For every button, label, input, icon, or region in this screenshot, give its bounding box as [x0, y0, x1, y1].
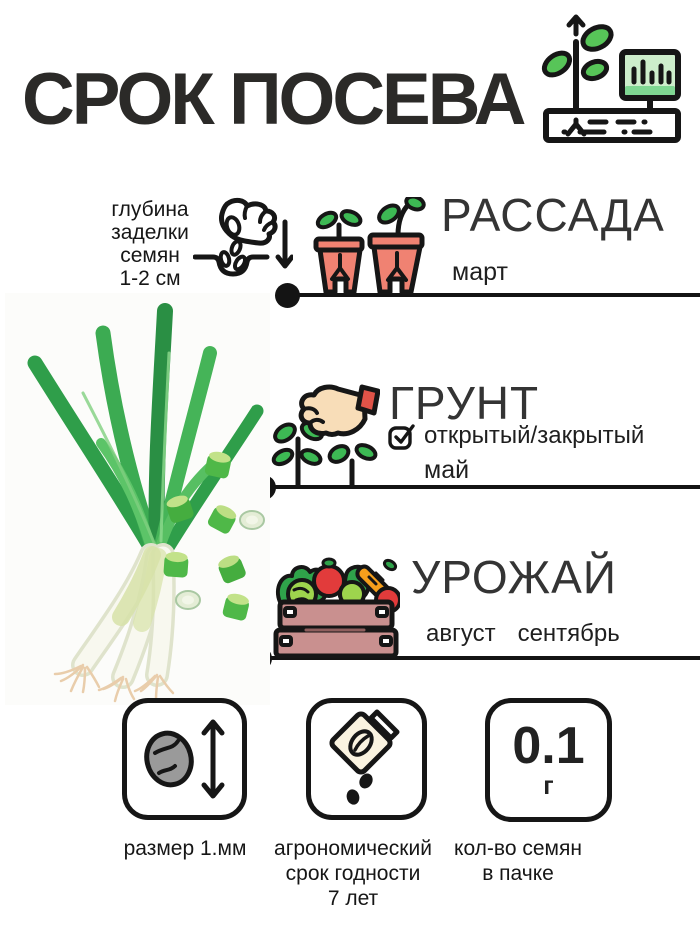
spec-shelf-label: агрономический срок годности 7 лет: [274, 837, 432, 910]
quantity-value: 0.1: [512, 716, 585, 775]
section-heading-urozhay: УРОЖАЙ: [411, 551, 617, 603]
seed-depth-line: 1-2 см: [119, 267, 181, 290]
section-heading-grunt: ГРУНТ: [389, 377, 540, 429]
month-september: сентябрь: [517, 620, 620, 647]
quantity-unit: г: [543, 771, 554, 800]
ground-type-row: [388, 422, 644, 450]
ground-type-label: открытый/закрытый: [424, 422, 645, 449]
month-august: август: [426, 620, 496, 647]
seedling-pots-icon: [310, 197, 428, 295]
seed-depth-line: глубина: [111, 198, 189, 221]
seed-depth-line: заделки: [111, 221, 189, 244]
harvest-crate-icon: [272, 556, 400, 658]
chopped-onion-pieces: [158, 448, 270, 630]
checkbox-checked-icon: [388, 422, 416, 450]
timeline-dot-rassada: [275, 283, 300, 308]
spec-size-label: размер 1.мм: [123, 837, 247, 860]
spec-card-quantity: [485, 698, 612, 822]
spec-card-shelf-life: [306, 698, 427, 820]
seed-packet-icon: [321, 709, 413, 809]
months-urozhay: [426, 620, 620, 648]
month-grunt: май: [424, 456, 470, 484]
spec-card-seed-size: [122, 698, 247, 820]
hand-planting-icon: [268, 383, 380, 487]
seed-size-arrow-icon: [137, 711, 233, 807]
plant-growth-monitor-icon: [536, 12, 688, 146]
page-title: СРОК ПОСЕВА: [22, 59, 524, 140]
section-heading-rassada: РАССАДА: [441, 189, 665, 241]
spec-qty-label: кол-во семян в пачке: [454, 837, 582, 885]
month-rassada: март: [452, 258, 508, 286]
hand-sowing-seeds-icon: [193, 196, 293, 288]
seed-depth-line: семян: [120, 244, 180, 267]
